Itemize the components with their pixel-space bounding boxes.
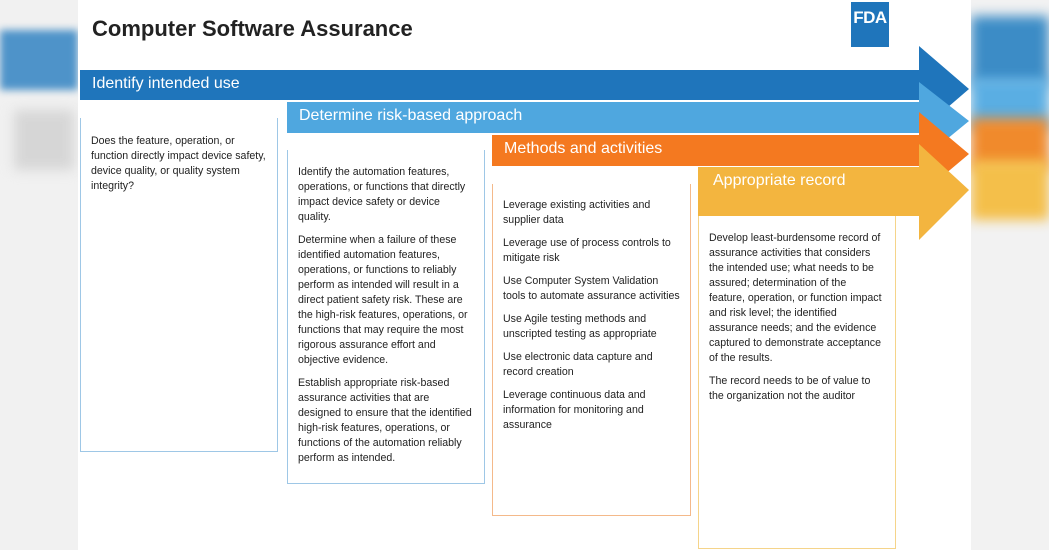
description-paragraph: Develop least-burdensome record of assurance activities that considers the intended use; what needs to be assured; determination of the feature, operation, or function impact and risk level; the identified assurance needs; and the evidence captured to demonstrate acceptance of the results.	[709, 232, 882, 364]
description-paragraph: Identify the automation features, operations, or functions that directly impact device safety or device quality.	[298, 166, 466, 223]
description-paragraph: Use Agile testing methods and unscripted testing as appropriate	[503, 313, 657, 340]
description-paragraph: Leverage continuous data and information for monitoring and assurance	[503, 389, 646, 431]
description-paragraph: The record needs to be of value to the organization not the auditor	[709, 375, 871, 402]
step-2-description	[287, 150, 485, 484]
blurred-shape	[14, 110, 74, 170]
page-title: Computer Software Assurance	[92, 16, 413, 41]
description-paragraph: Use electronic data capture and record creation	[503, 351, 653, 378]
step-1-label: Identify intended use	[92, 75, 240, 92]
blurred-background-right	[971, 0, 1049, 550]
step-1-description	[80, 118, 278, 452]
description-paragraph: Leverage existing activities and supplier data	[503, 199, 651, 226]
step-4-label: Appropriate record	[713, 172, 846, 189]
blurred-background-left	[0, 0, 78, 550]
step-4-description	[698, 216, 896, 549]
description-paragraph: Use Computer System Validation tools to automate assurance activities	[503, 275, 680, 302]
description-paragraph: Establish appropriate risk-based assurance activities that are designed to ensure that the identified high-risk features, operations, or functions of the automation reliably perform as intended.	[298, 377, 472, 464]
blurred-shape	[0, 30, 78, 90]
infographic	[78, 0, 971, 550]
description-paragraph: Does the feature, operation, or function directly impact device safety, device quality, or quality system integrity?	[91, 135, 266, 192]
step-3-label: Methods and activities	[504, 140, 663, 157]
step-2-label: Determine risk-based approach	[299, 107, 523, 124]
description-paragraph: Leverage use of process controls to mitigate risk	[503, 237, 671, 264]
blurred-shape	[971, 160, 1049, 220]
fda-logo: FDA	[851, 2, 889, 47]
step-3-description	[492, 184, 691, 516]
blurred-shape	[971, 16, 1049, 86]
description-paragraph: Determine when a failure of these identified automation features, operations, or functions to reliably perform as intended will result in a direct patient safety risk. These are the high-risk features, operations, or functions that may require the most rigorous assurance effort and objective evidence.	[298, 234, 468, 366]
